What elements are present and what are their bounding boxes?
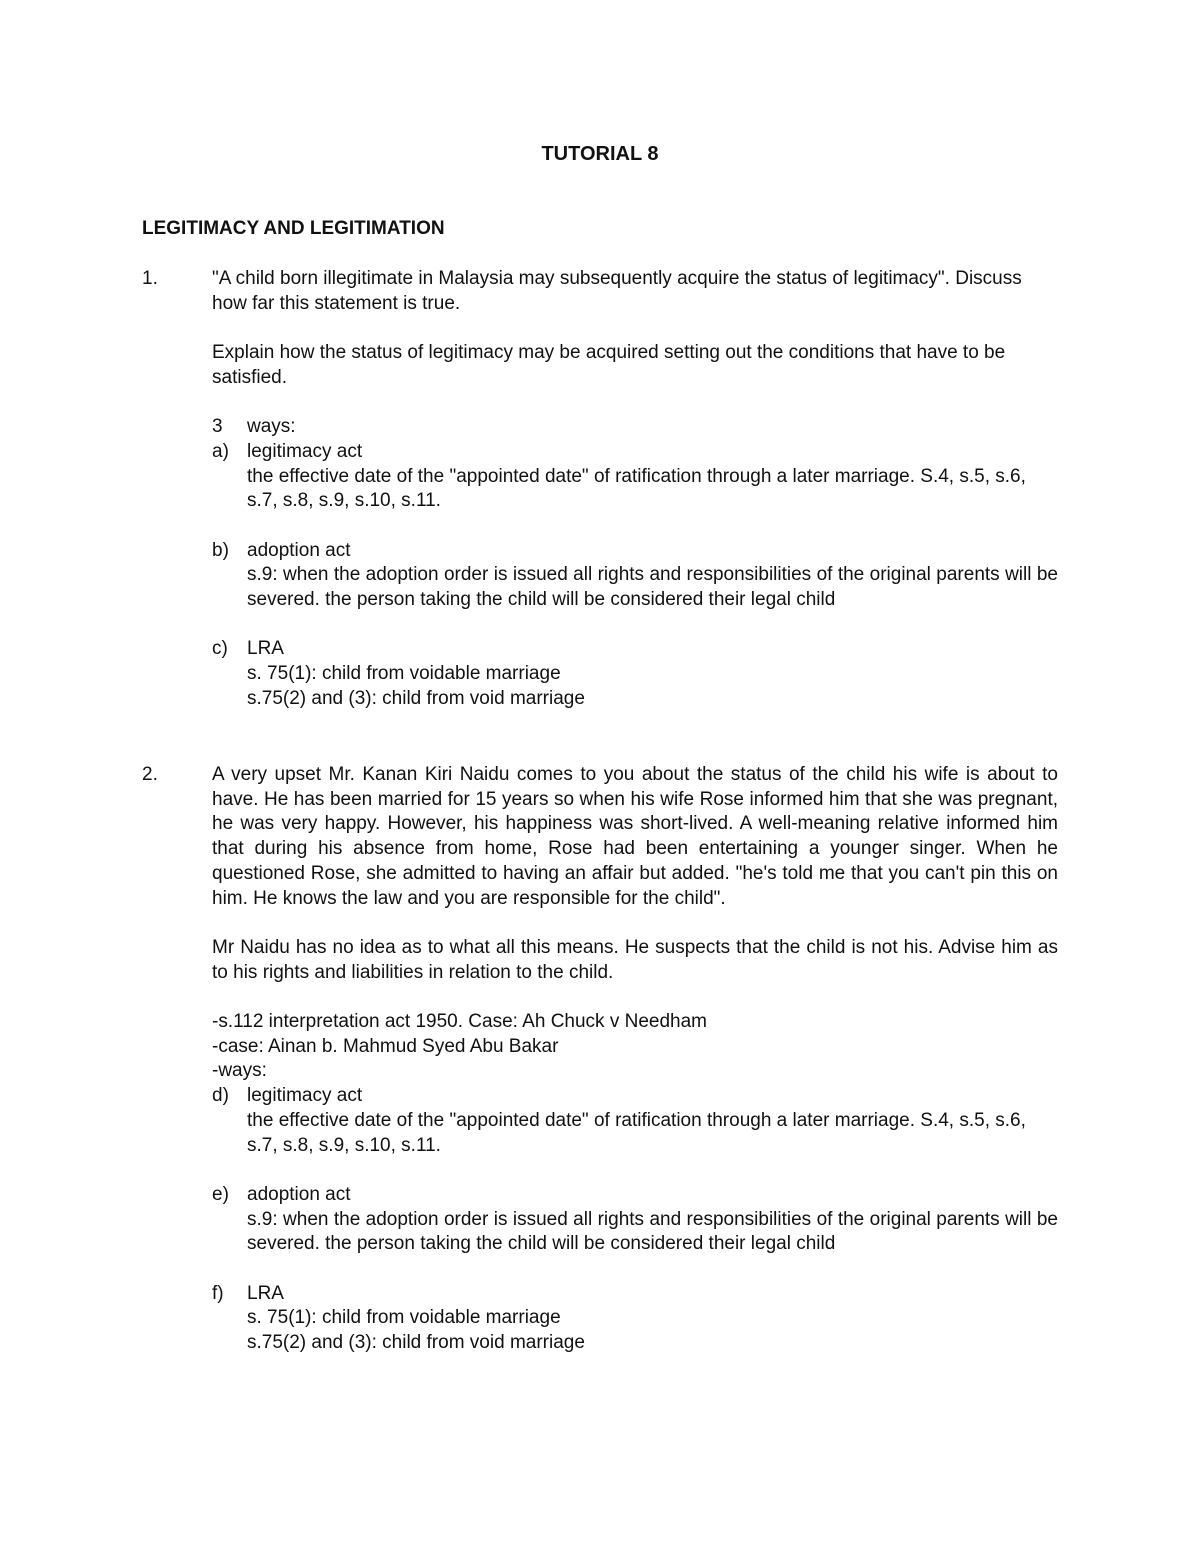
list-item-d — [212, 1084, 1058, 1158]
list-label-f: LRA — [247, 1282, 284, 1304]
list-text-c-2: s.75(2) and (3): child from void marriage — [247, 687, 585, 709]
list-item-b — [212, 539, 1058, 613]
question-2-question: Mr Naidu has no idea as to what all this means. He suspects that the child is not his. Advise him as to his rights and liabilities in relation to the child. — [212, 936, 1058, 983]
list-label-b: adoption act — [247, 539, 351, 561]
note-ways: -ways: — [212, 1060, 267, 1082]
list-text-b: s.9: when the adoption order is issued all rights and responsibilities of the original parents will be severed. the person taking the child will be considered their legal child — [247, 564, 1058, 611]
list-marker-a: a) — [212, 440, 229, 462]
question-1-number: 1. — [142, 268, 158, 289]
question-1-instruction: Explain how the status of legitimacy may be acquired setting out the conditions that have to be satisfied. — [212, 342, 1006, 388]
list-label-e: adoption act — [247, 1183, 351, 1205]
list-text-a: the effective date of the "appointed date" of ratification through a later marriage. S.4, s.5, s.6, s.7, s.8, s.9, s.10, s.11. — [247, 465, 1026, 512]
list-marker-f: f) — [212, 1282, 224, 1304]
list-text-e: s.9: when the adoption order is issued all rights and responsibilities of the original parents will be severed. the person taking the child will be considered their legal child — [247, 1208, 1058, 1255]
list-marker-e: e) — [212, 1183, 229, 1205]
section-heading: LEGITIMACY AND LEGITIMATION — [142, 218, 445, 239]
question-2-facts: A very upset Mr. Kanan Kiri Naidu comes to you about the status of the child his wife is about to have. He has been married for 15 years so when his wife Rose informed him that she was pregnant, he was very happy. However, his happiness was short-lived. A well-meaning relative informed him that during his absence from home, Rose had been entertaining a younger singer. When he questioned Rose, she admitted to having an affair but added. "he's told me that you can't pin this on him. He knows the law and you are responsible for the child". — [212, 764, 1058, 909]
question-2-body — [212, 763, 1058, 1356]
ways-line — [212, 415, 1058, 440]
question-1-statement: "A child born illegitimate in Malaysia may subsequently acquire the status of legitimacy". Discuss how far this statement is true. — [212, 268, 1022, 314]
list-item-e — [212, 1183, 1058, 1257]
ways-marker: 3 — [212, 416, 223, 438]
list-marker-b: b) — [212, 539, 229, 561]
list-text-c-1: s. 75(1): child from voidable marriage — [247, 663, 561, 685]
question-2-number: 2. — [142, 764, 158, 785]
list-text-f-2: s.75(2) and (3): child from void marriage — [247, 1332, 585, 1354]
list-label-a: legitimacy act — [247, 440, 363, 462]
page-title: TUTORIAL 8 — [541, 143, 659, 165]
ways-label: ways: — [247, 416, 296, 438]
list-marker-d: d) — [212, 1085, 229, 1107]
question-1-body — [212, 267, 1058, 712]
list-item-c — [212, 637, 1058, 711]
note-case: -case: Ainan b. Mahmud Syed Abu Bakar — [212, 1035, 559, 1057]
list-text-d: the effective date of the "appointed date" of ratification through a later marriage. S.4, s.5, s.6, s.7, s.8, s.9, s.10, s.11. — [247, 1109, 1026, 1156]
list-marker-c: c) — [212, 638, 228, 660]
list-item-f — [212, 1282, 1058, 1356]
list-label-c: LRA — [247, 638, 284, 660]
note-interpretation-act: -s.112 interpretation act 1950. Case: Ah Chuck v Needham — [212, 1011, 707, 1032]
list-text-f-1: s. 75(1): child from voidable marriage — [247, 1307, 561, 1329]
list-item-a — [212, 440, 1058, 514]
list-label-d: legitimacy act — [247, 1085, 363, 1107]
